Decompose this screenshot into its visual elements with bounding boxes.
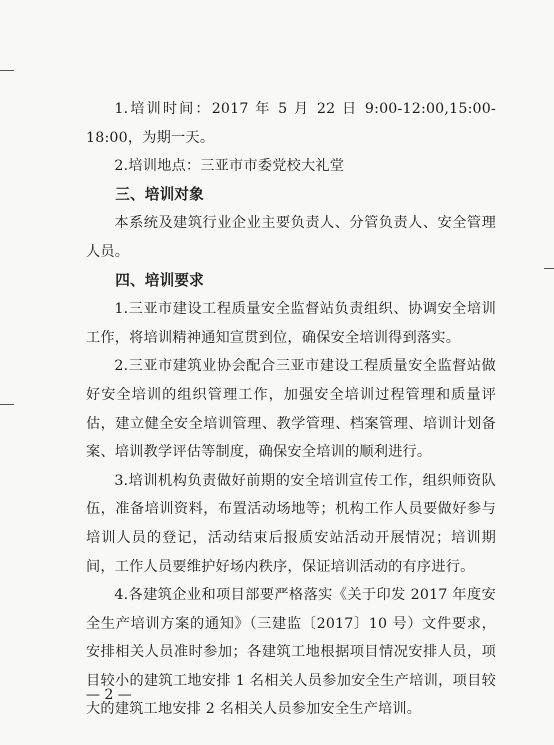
paragraph-training-location: 2.培训地点：三亚市市委党校大礼堂: [114, 158, 345, 175]
paragraph-audience: 本系统及建筑行业企业主要负责人、分管负责人、安全管理人员。: [86, 215, 496, 260]
paragraph-requirement-3: 3.培训机构负责做好前期的安全培训宣传工作，组织师资队伍，准备培训资料，布置活动场地等；机构工作人员要做好参与培训人员的登记，活动结束后报质安站活动开展情况；培训期间，工作人员要维护好场内秩序，保证培训活动的有序进行。: [86, 472, 496, 575]
paragraph-training-time: 1.培训时间：2017 年 5 月 22 日 9:00-12:00,15:00-18:00，为期一天。: [86, 101, 496, 146]
document-body: [86, 95, 496, 724]
scan-edge-mark: [544, 268, 554, 269]
page-number: — 2 —: [86, 687, 132, 703]
scan-edge-mark: [0, 70, 14, 71]
paragraph-requirement-4: 4.各建筑企业和项目部要严格落实《关于印发 2017 年度安全生产培训方案的通知》（三建监〔2017〕10 号）文件要求，安排相关人员准时参加；各建筑工地根据项目情况安排人员，项目较小的建筑工地安排 1 名相关人员参加安全生产培训，项目较大的建筑工地安排 2 名相关人员参加安全生产培训。: [86, 587, 496, 718]
scan-edge-mark: [0, 404, 14, 405]
paragraph-requirement-1: 1.三亚市建设工程质量安全监督站负责组织、协调安全培训工作，将培训精神通知宣贯到位，确保安全培训得到落实。: [86, 301, 496, 346]
paragraph-requirement-2: 2.三亚市建筑业协会配合三亚市建设工程质量安全监督站做好安全培训的组织管理工作，加强安全培训过程管理和质量评估，建立健全安全培训管理、教学管理、档案管理、培训计划备案、培训教学评估等制度，确保安全培训的顺利进行。: [86, 358, 496, 461]
section-heading-requirements: 四、培训要求: [115, 271, 204, 289]
section-heading-audience: 三、培训对象: [115, 185, 204, 203]
